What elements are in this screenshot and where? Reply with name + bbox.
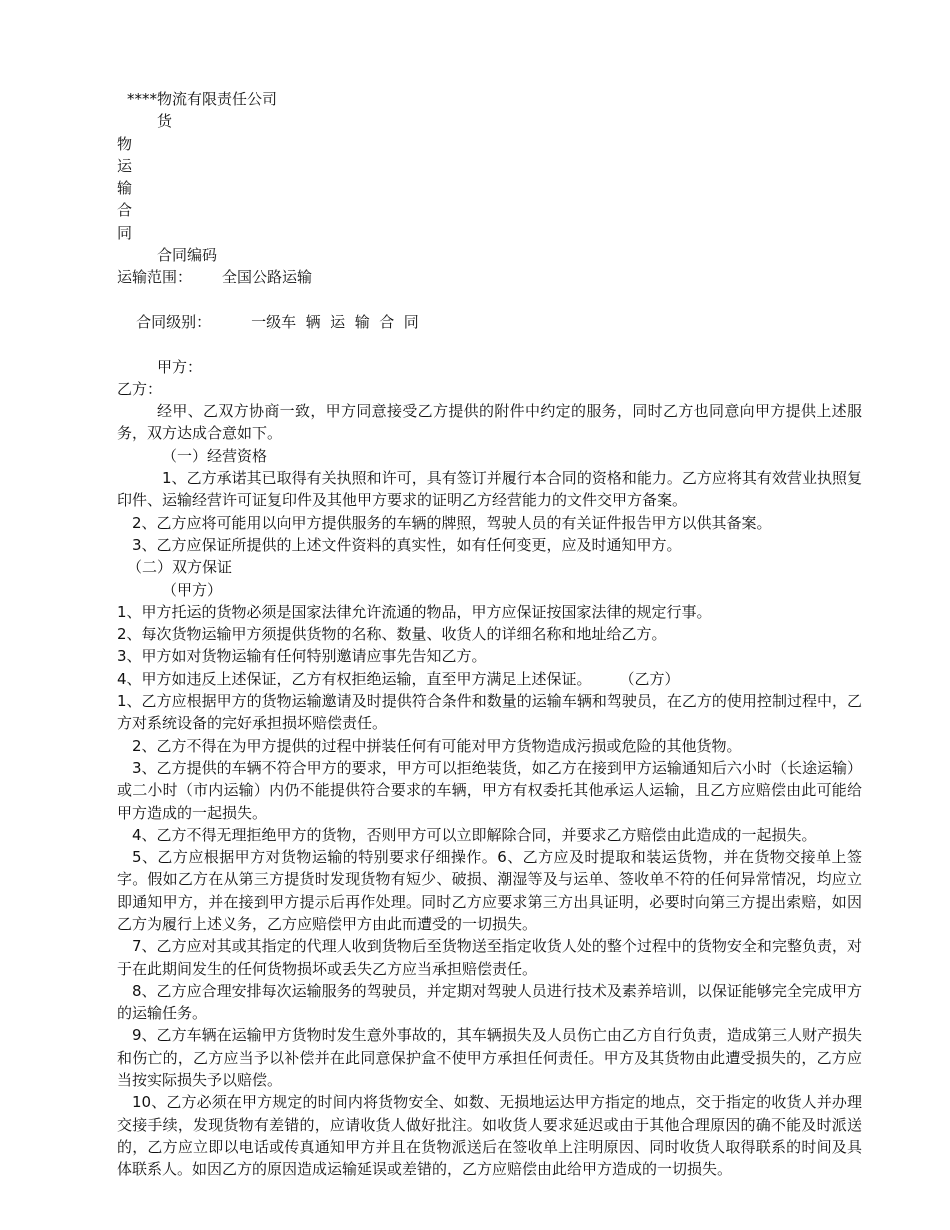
vertical-title: [117, 133, 862, 244]
party-b-clause-2: 2、乙方不得在为甲方提供的过程中拼装任何有可能对甲方货物造成污损或危险的其他货物。: [132, 736, 742, 755]
section-1-clause-2: 2、乙方应将可能用以向甲方提供服务的车辆的牌照，驾驶人员的有关证件报告甲方以供其备案。: [132, 513, 772, 532]
title-first-char: 货: [157, 112, 173, 131]
title-char: 同: [117, 223, 133, 242]
party-a-clause-4-row: [117, 668, 862, 690]
party-a-clause-2: 2、每次货物运输甲方须提供货物的名称、数量、收货人的详细名称和地址给乙方。: [117, 625, 667, 644]
party-b-subtitle: （乙方）: [619, 669, 680, 688]
title-char: 输: [117, 179, 133, 198]
section-1-clause-1: 1、乙方承诺其已取得有关执照和许可，具有签订并履行本合同的资格和能力。乙方应将其有效营业执照复印件、运输经营许可证复印件及其他甲方要求的证明乙方经营能力的文件交甲方备案。: [117, 469, 862, 510]
contract-no-label: 合同编码: [157, 246, 218, 265]
level-label: 合同级别：: [136, 312, 212, 331]
party-b-clause-5-6: 5、乙方应根据甲方对货物运输的特别要求仔细操作。6、乙方应及时提取和装运货物，并在货物交接单上签字。假如乙方在从第三方提货时发现货物有短少、破损、潮湿等及与运单、签收单不符的任何异常情况，均应立即通知甲方，并在接到甲方提示后再作处理。同时乙方应要求第三方出具证明，必要时向第三方提出索赔，如因乙方为履行上述义务，乙方应赔偿甲方由此而遭受的一切损失。: [117, 848, 862, 933]
title-char: 物: [117, 134, 133, 153]
section-2-title: （二）双方保证: [127, 558, 233, 577]
party-b-clause-9: 9、乙方车辆在运输甲方货物时发生意外事故的，其车辆损失及人员伤亡由乙方自行负责，造成第三人财产损失和伤亡的，乙方应当予以补偿并在此同意保护盒不使甲方承担任何责任。甲方及其货物由此遭受损失的，乙方应当按实际损失予以赔偿。: [117, 1026, 862, 1090]
company-name: ****物流有限责任公司: [127, 90, 278, 108]
party-a-clause-3: 3、甲方如对货物运输有任何特别邀请应事先告知乙方。: [117, 647, 487, 666]
party-b-clause-10: 10、乙方必须在甲方规定的时间内将货物安全、如数、无损地运达甲方指定的地点，交于指定的收货人并办理交接手续，发现货物有差错的，应请收货人做好批注。如收货人要求延迟或由于其他合理原因的确不能及时派送的，乙方应立即以电话或传真通知甲方并且在货物派送后在签收单上注明原因、同时收货人取得联系的时间及具体联系人。如因乙方的原因造成运输延误或差错的，乙方应赔偿由此给甲方造成的一切损失。: [117, 1093, 862, 1179]
title-char: 运: [117, 156, 133, 175]
contract-document: [117, 88, 862, 1181]
intro-paragraph: 经甲、乙双方协商一致，甲方同意接受乙方提供的附件中约定的服务，同时乙方也同意向甲方提供上述服务，双方达成合意如下。: [117, 402, 862, 443]
section-1-clause-3: 3、乙方应保证所提供的上述文件资料的真实性，如有任何变更，应及时通知甲方。: [132, 535, 682, 554]
title-char: 合: [117, 201, 133, 220]
scope-label: 运输范围：: [117, 268, 193, 287]
section-1-title: （一）经营资格: [162, 446, 268, 465]
party-b-clause-4: 4、乙方不得无理拒绝甲方的货物，否则甲方可以立即解除合同，并要求乙方赔偿由此造成的一起损失。: [132, 825, 817, 844]
party-b-clause-7: 7、乙方应对其或其指定的代理人收到货物后至货物送至指定收货人处的整个过程中的货物安全和完整负责，对于在此期间发生的任何货物损坏或丢失乙方应当承担赔偿责任。: [117, 937, 862, 978]
party-a-subtitle: （甲方）: [162, 580, 223, 599]
party-a-clause-4: 4、甲方如违反上述保证，乙方有权拒绝运输，直至甲方满足上述保证。: [117, 669, 592, 688]
scope-row: [117, 266, 862, 288]
level-row: [117, 289, 862, 356]
party-b-label: 乙方：: [117, 379, 163, 398]
party-b-clause-8: 8、乙方应合理安排每次运输服务的驾驶员，并定期对驾驶人员进行技术及素养培训，以保证能够完全完成甲方的运输任务。: [117, 981, 862, 1023]
scope-value: 全国公路运输: [222, 268, 313, 287]
party-b-clause-3: 3、乙方提供的车辆不符合甲方的要求，甲方可以拒绝装货，如乙方在接到甲方运输通知后六小时（长途运输）或二小时（市内运输）内仍不能提供符合要求的车辆，甲方有权委托其他承运人运输，且乙方应赔偿由此可能给甲方造成的一起损失。: [117, 758, 862, 822]
level-value: 一级车 辆 运 输 合 同: [251, 312, 419, 331]
party-a-label: 甲方：: [157, 357, 203, 376]
party-a-clause-1: 1、甲方托运的货物必须是国家法律允许流通的物品，甲方应保证按国家法律的规定行事。: [117, 602, 712, 621]
party-b-clause-1: 1、乙方应根据甲方的货物运输邀请及时提供符合条件和数量的运输车辆和驾驶员，在乙方的使用控制过程中，乙方对系统设备的完好承担损坏赔偿责任。: [117, 692, 862, 733]
